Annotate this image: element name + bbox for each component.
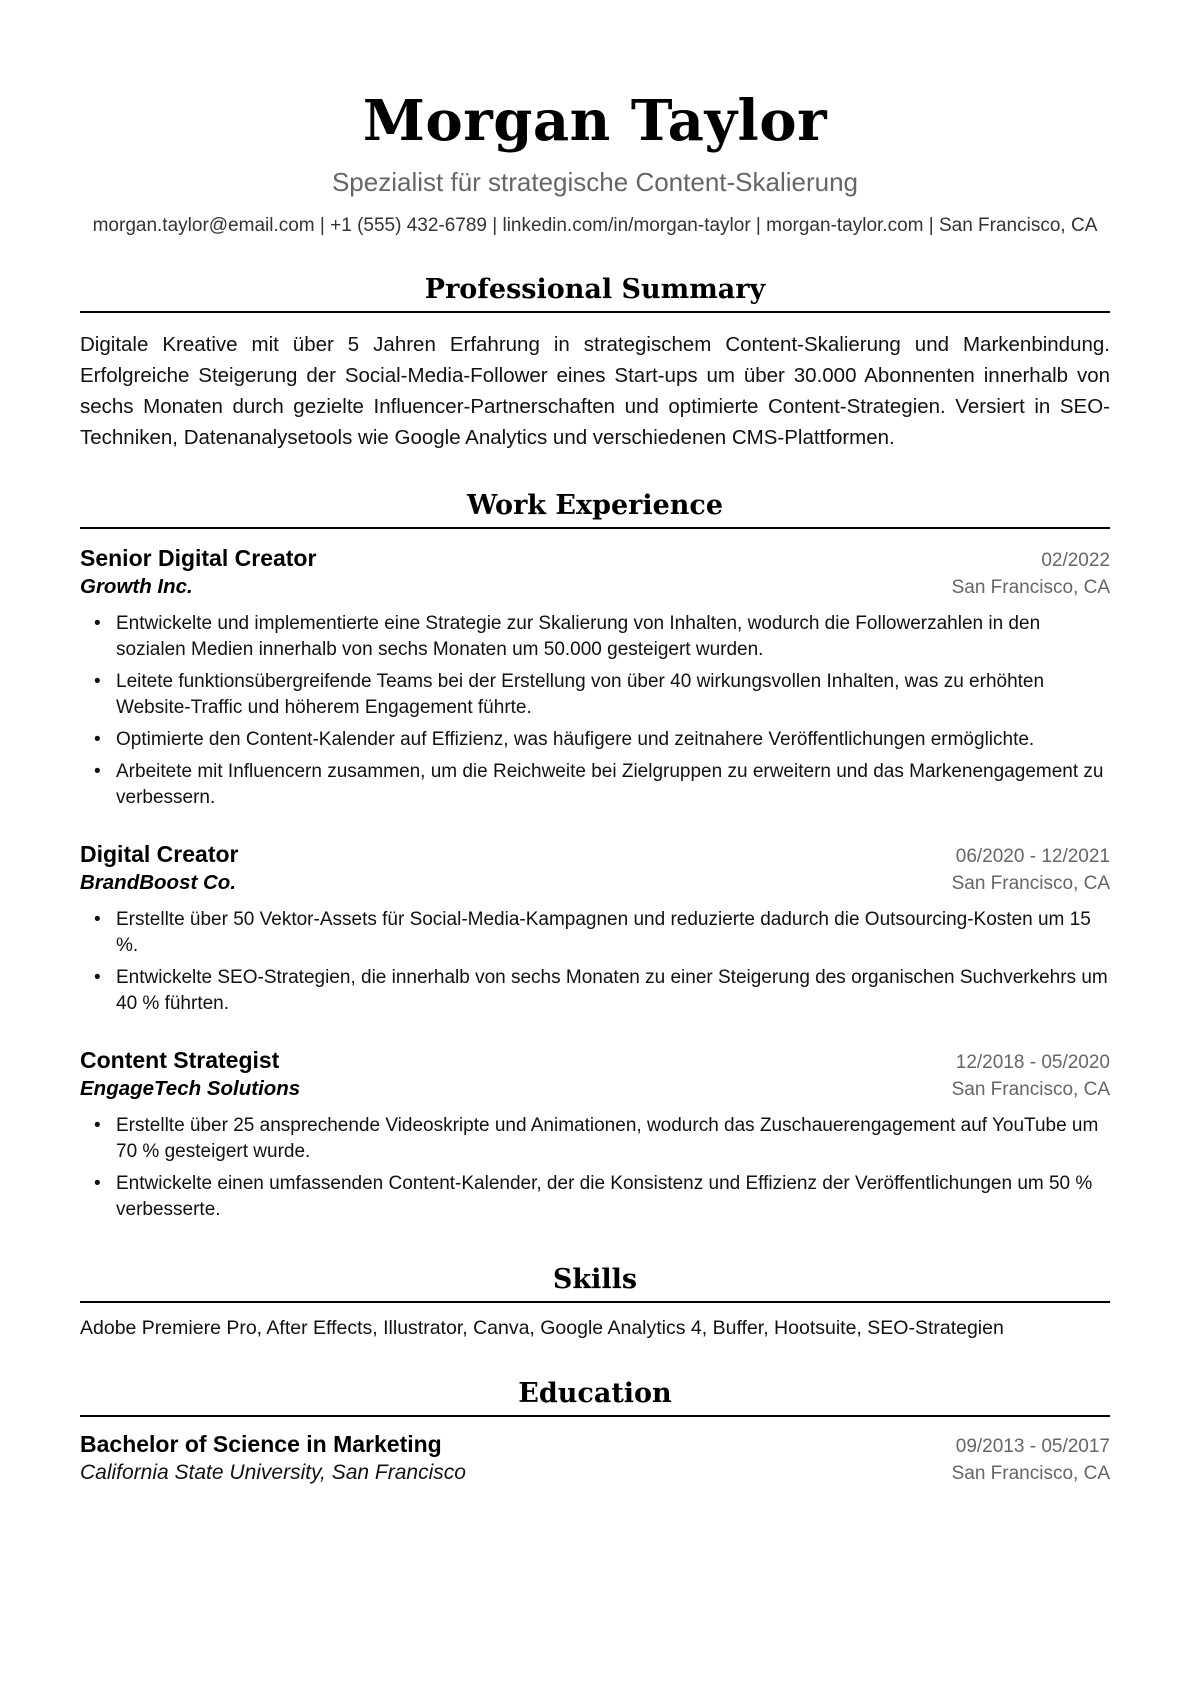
job-date: 06/2020 - 12/2021: [955, 846, 1110, 867]
job-company-row: [80, 573, 1110, 601]
job-bullet: • Entwickelte SEO-Strategien, die innerhalb von sechs Monaten zu einer Steigerung des organischen Suchverkehrs um 40 % führten.: [116, 965, 1110, 1017]
education-location: San Francisco, CA: [951, 1463, 1110, 1484]
job-bullet: • Arbeitete mit Influencern zusammen, um die Reichweite bei Zielgruppen zu erweitern und das Markenengagement zu verbessern.: [116, 759, 1110, 811]
job-company: Growth Inc.: [80, 575, 193, 598]
job-company-row: [80, 869, 1110, 897]
education-degree: Bachelor of Science in Marketing: [80, 1431, 442, 1457]
contact-line: morgan.taylor@email.com | +1 (555) 432-6789 | linkedin.com/in/morgan-taylor | morgan-taylor.com | San Francisco, CA: [92, 215, 1098, 236]
job-header-row: [80, 543, 1110, 573]
summary-heading: Professional Summary: [80, 273, 1110, 313]
job-company: BrandBoost Co.: [80, 871, 237, 894]
job-entry: [80, 1045, 1110, 1223]
resume-page: [80, 0, 1110, 1487]
experience-section: [80, 489, 1110, 1223]
job-company-row: [80, 1075, 1110, 1103]
education-header-row: [80, 1429, 1110, 1459]
job-bullet: • Erstellte über 25 ansprechende Videoskripte und Animationen, wodurch das Zuschauerengagement auf YouTube um 70 % gesteigert wurde.: [116, 1113, 1110, 1165]
job-bullet: • Entwickelte und implementierte eine Strategie zur Skalierung von Inhalten, wodurch die Followerzahlen in den sozialen Medien innerhalb von sechs Monaten um 50.000 gesteigert wurden.: [116, 611, 1110, 663]
education-entry: [80, 1429, 1110, 1487]
job-title: Digital Creator: [80, 841, 239, 867]
job-location: San Francisco, CA: [951, 1079, 1110, 1100]
job-bullet: • Leitete funktionsübergreifende Teams bei der Erstellung von über 40 wirkungsvollen Inhalten, was zu erhöhten Website-Traffic und höherem Engagement führte.: [116, 669, 1110, 721]
summary-text: Digitale Kreative mit über 5 Jahren Erfahrung in strategischem Content-Skalierung und Markenbindung. Erfolgreiche Steigerung der Social-Media-Follower eines Start-ups um über 30.000 Abonnenten innerhalb von sechs Monaten durch gezielte Influencer-Partnerschaften und optimierte Content-Strategien. Versiert in SEO-Techniken, Datenanalysetools wie Google Analytics und verschiedenen CMS-Plattformen.: [80, 333, 1110, 449]
resume-header: [80, 88, 1110, 237]
education-section: [80, 1377, 1110, 1487]
job-header-row: [80, 1045, 1110, 1075]
skills-heading: Skills: [80, 1263, 1110, 1303]
job-header-row: [80, 839, 1110, 869]
job-location: San Francisco, CA: [951, 873, 1110, 894]
skills-section: [80, 1263, 1110, 1341]
education-date: 09/2013 - 05/2017: [955, 1436, 1110, 1457]
candidate-name: Morgan Taylor: [362, 88, 828, 154]
candidate-title: Spezialist für strategische Content-Skalierung: [331, 167, 859, 197]
job-bullets: [80, 1113, 1110, 1223]
job-entry: [80, 839, 1110, 1017]
job-company: EngageTech Solutions: [80, 1077, 301, 1100]
education-school-row: [80, 1459, 1110, 1487]
job-bullet: • Erstellte über 50 Vektor-Assets für Social-Media-Kampagnen und reduzierte dadurch die Outsourcing-Kosten um 15 %.: [116, 907, 1110, 959]
summary-section: [80, 273, 1110, 453]
job-title: Content Strategist: [80, 1047, 280, 1073]
experience-heading: Work Experience: [80, 489, 1110, 529]
job-title: Senior Digital Creator: [80, 545, 317, 571]
job-date: 02/2022: [1041, 550, 1110, 571]
job-location: San Francisco, CA: [951, 577, 1110, 598]
education-school: California State University, San Francisco: [80, 1461, 466, 1484]
education-heading: Education: [80, 1377, 1110, 1417]
job-bullets: [80, 907, 1110, 1017]
job-bullet: • Optimierte den Content-Kalender auf Effizienz, was häufigere und zeitnahere Veröffentlichungen ermöglichte.: [116, 727, 1110, 753]
job-bullet: • Entwickelte einen umfassenden Content-Kalender, der die Konsistenz und Effizienz der Veröffentlichungen um 50 % verbesserte.: [116, 1171, 1110, 1223]
job-bullets: [80, 611, 1110, 811]
skills-list: Adobe Premiere Pro, After Effects, Illustrator, Canva, Google Analytics 4, Buffer, Hootsuite, SEO-Strategien: [80, 1317, 1004, 1339]
job-entry: [80, 543, 1110, 811]
job-date: 12/2018 - 05/2020: [955, 1052, 1110, 1073]
